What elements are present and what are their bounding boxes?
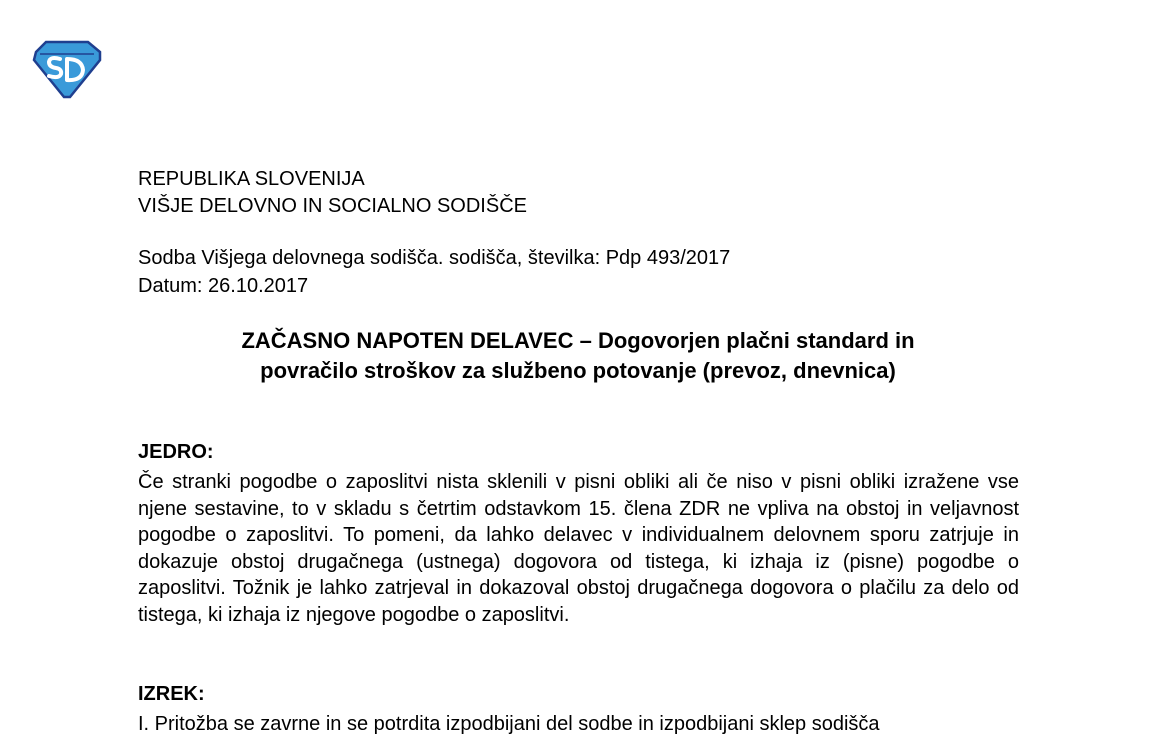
jedro-heading: JEDRO: — [138, 441, 214, 463]
izrek-paragraph: I. Pritožba se zavrne in se potrdita izpodbijani del sodbe in izpodbijani sklep sodišča — [138, 713, 880, 735]
header-country: REPUBLIKA SLOVENIJA — [138, 168, 365, 190]
court-logo-emblem-icon — [30, 40, 104, 100]
izrek-heading: IZREK: — [138, 683, 205, 705]
court-logo — [30, 40, 104, 100]
case-number: Sodba Višjega delovnega sodišča. sodišča, številka: Pdp 493/2017 — [138, 247, 731, 269]
title-line-2: povračilo stroškov za službeno potovanje (prevoz, dnevnica) — [260, 358, 896, 383]
jedro-paragraph: Če stranki pogodbe o zaposlitvi nista sklenili v pisni obliki ali če niso v pisni obliki izražene vse njene sestavine, to v skladu s četrtim odstavkom 15. člena ZDR ne vpliva na obstoj in veljavnost pogodbe o zaposlitvi. To pomeni, da lahko delavec v individualnem delovnem sporu zatrjuje in dokazuje obstoj drugačnega (ustnega) dogovora od tistega, ki izhaja iz (pisne) pogodbe o zaposlitvi. Tožnik je lahko zatrjeval in dokazoval obstoj drugačnega dogovora o plačilu za delo od tistega, ki izhaja iz njegove pogodbe o zaposlitvi. — [138, 471, 1019, 626]
header-court-name: VIŠJE DELOVNO IN SOCIALNO SODIŠČE — [138, 195, 527, 217]
case-reference — [138, 244, 730, 300]
case-date: Datum: 26.10.2017 — [138, 275, 309, 297]
title-line-1: ZAČASNO NAPOTEN DELAVEC – Dogovorjen plačni standard in — [241, 328, 915, 353]
court-header — [138, 166, 527, 220]
document-title — [138, 326, 1018, 386]
